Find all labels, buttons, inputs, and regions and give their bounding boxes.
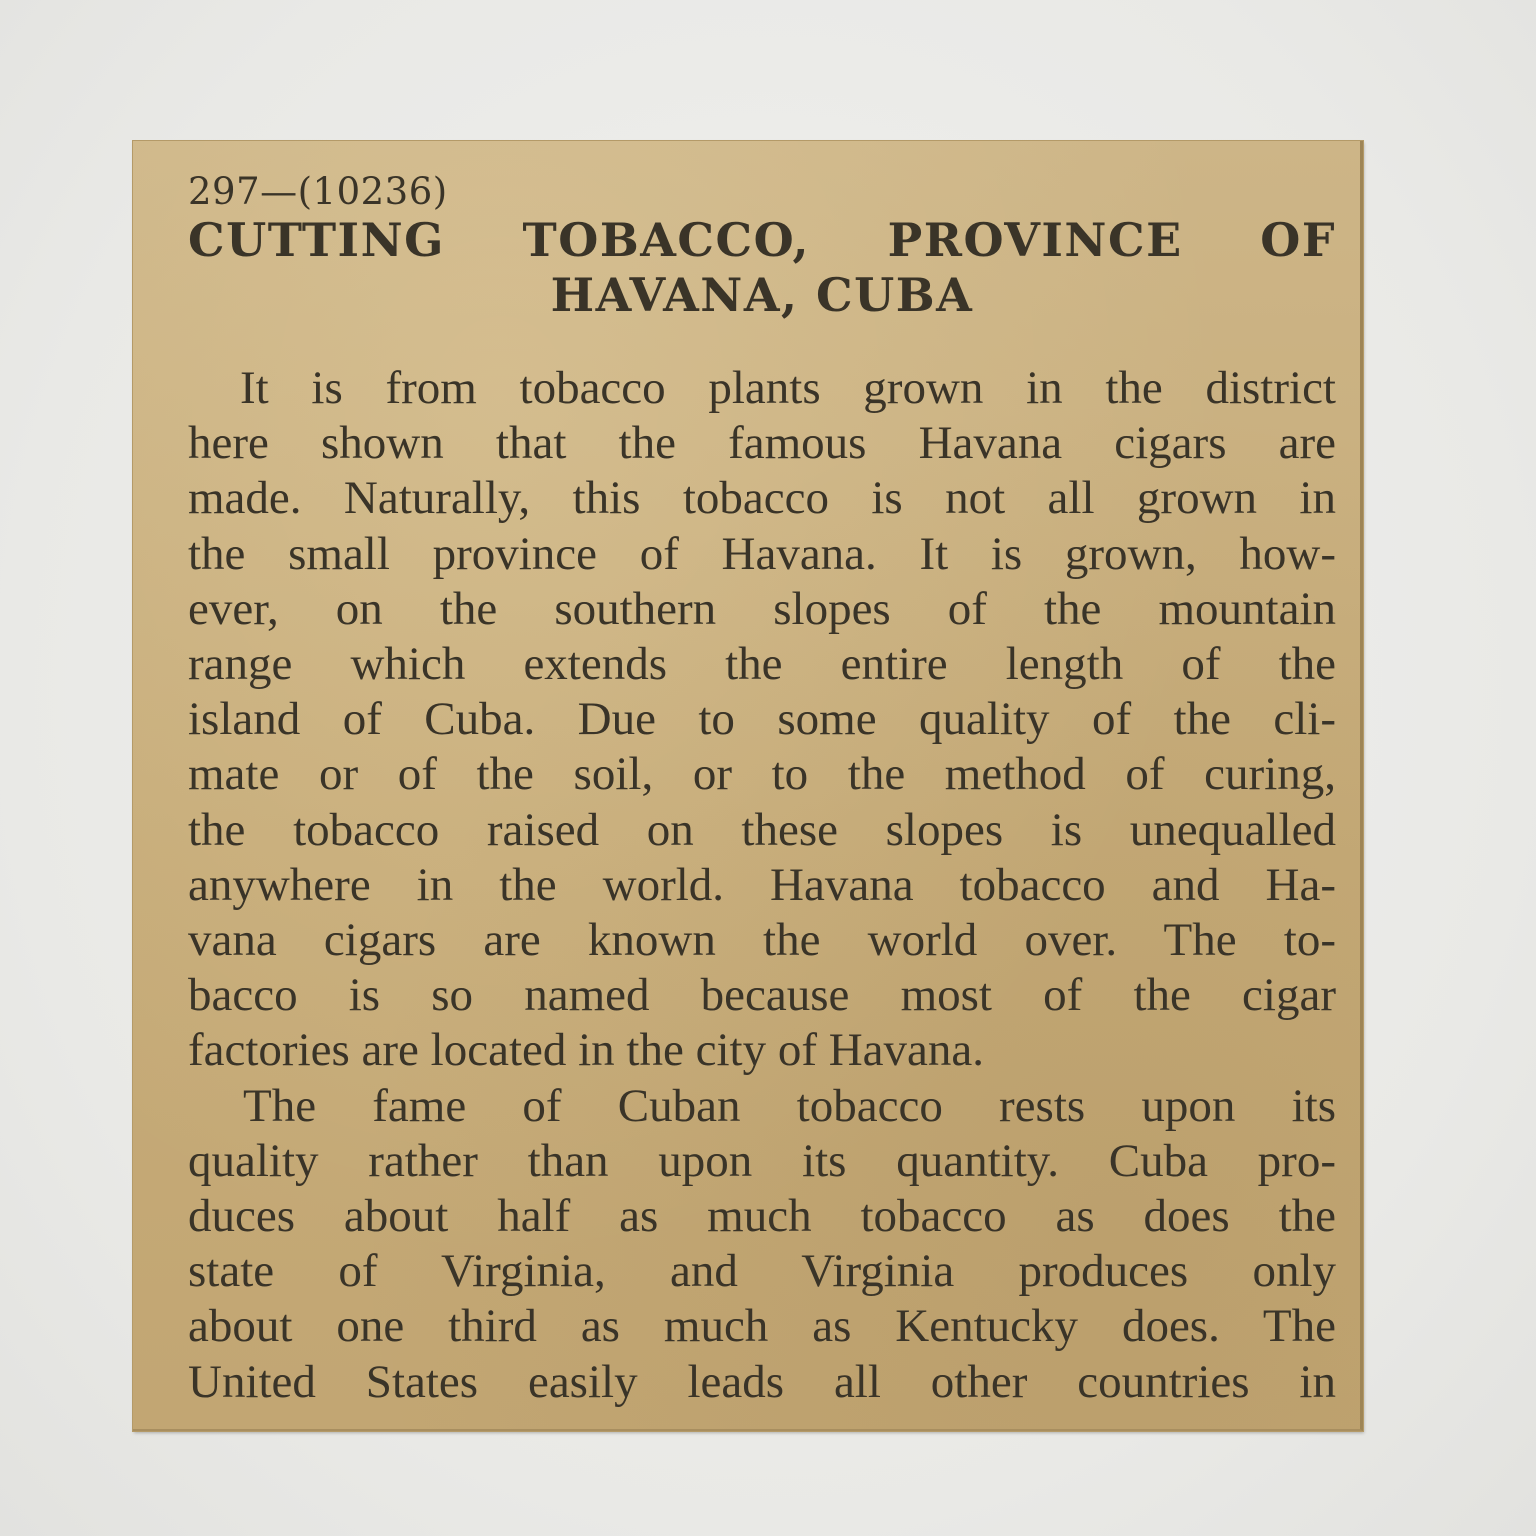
card-title-line-1: CUTTING TOBACCO, PROVINCE OF — [188, 213, 1336, 267]
text-line: factories are located in the city of Havana. — [188, 1024, 984, 1077]
text-line: United States easily leads all other countries in — [188, 1355, 1336, 1408]
text-line: about one third as much as Kentucky does. The — [188, 1300, 1336, 1353]
text-line: here shown that the famous Havana cigars are — [188, 417, 1336, 470]
text-line: the tobacco raised on these slopes is unequalled — [188, 803, 1336, 856]
card-number: 297—(10236) — [188, 170, 448, 213]
text-line: vana cigars are known the world over. The to- — [188, 914, 1336, 967]
text-line: anywhere in the world. Havana tobacco and Ha- — [188, 858, 1336, 911]
text-line: made. Naturally, this tobacco is not all grown in — [188, 472, 1336, 525]
text-line: state of Virginia, and Virginia produces only — [188, 1245, 1336, 1298]
card-text-block — [188, 171, 1336, 1410]
text-line: The fame of Cuban tobacco rests upon its — [243, 1079, 1336, 1132]
card-title — [188, 213, 1336, 323]
stereoview-card — [133, 141, 1363, 1431]
text-line: bacco is so named because most of the cigar — [188, 969, 1336, 1022]
paragraph-2 — [188, 1079, 1336, 1410]
text-line: island of Cuba. Due to some quality of the cli- — [188, 693, 1336, 746]
text-line: range which extends the entire length of the — [188, 638, 1336, 691]
text-line: duces about half as much tobacco as does the — [188, 1190, 1336, 1243]
card-body — [188, 361, 1336, 1410]
text-line: the small province of Havana. It is grown, how- — [188, 527, 1336, 580]
text-line: It is from tobacco plants grown in the district — [240, 362, 1336, 414]
text-line: ever, on the southern slopes of the mountain — [188, 582, 1336, 635]
text-line: quality rather than upon its quantity. Cuba pro- — [188, 1134, 1336, 1187]
card-title-line-2: HAVANA, CUBA — [550, 268, 974, 322]
paragraph-1 — [188, 361, 1336, 1079]
text-line: mate or of the soil, or to the method of curing, — [188, 748, 1336, 801]
